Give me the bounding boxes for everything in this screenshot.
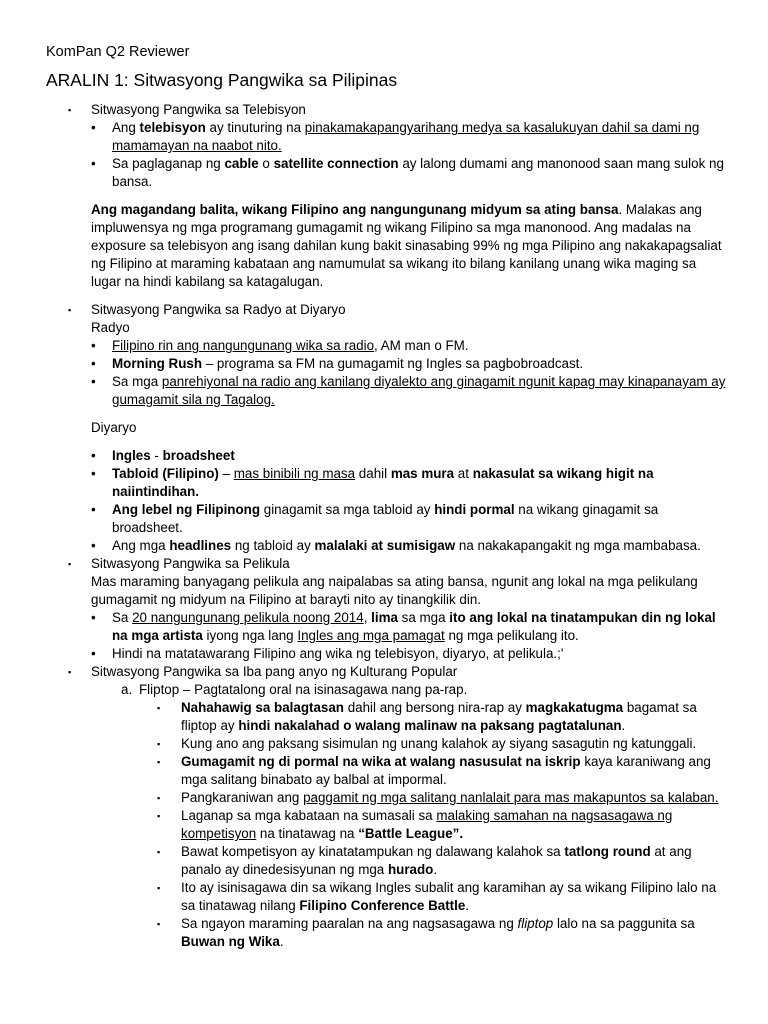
text: at [454,466,473,481]
list-item [46,645,728,663]
square-bullet-icon: ▪ [68,305,72,315]
bold-text: tatlong round [564,844,651,859]
square-bullet-icon: ▪ [157,919,161,929]
underlined-text: mas binibili ng masa [233,466,356,481]
paragraph [91,201,728,291]
section-heading: Sitwasyong Pangwika sa Telebisyon [91,102,306,117]
text: , AM man o FM. [374,338,469,353]
subheading-radyo: Radyo [91,320,130,335]
text: na tinatawag na [256,826,359,841]
text: lalo na sa paggunita sa [553,916,695,931]
list-item [46,609,728,645]
list-item [46,699,728,735]
square-bullet-icon: ▪ [157,703,161,713]
text: o [258,156,274,171]
bold-text: cable [224,156,259,171]
dot-bullet-icon: • [91,156,96,171]
text: dahil ang bersong nira-rap ay [343,700,526,715]
bold-text: broadsheet [162,448,235,463]
text: ng mga pelikulang ito. [444,628,579,643]
underlined-text: Filipino rin ang nangungunang wika sa radio [112,338,375,353]
text: – programa sa FM na gumagamit ng Ingles sa pagbobroadcast. [202,356,584,371]
list-item [46,373,728,409]
bold-text: Buwan ng Wika [181,934,280,949]
bold-text: lima [371,610,398,625]
section-telebisyon [46,101,728,291]
list-item [46,355,728,373]
dot-bullet-icon: • [91,466,96,481]
square-bullet-icon: ▪ [157,811,161,821]
dot-bullet-icon: • [91,448,96,463]
text: Sa paglaganap ng [112,156,225,171]
bold-text: nakasulat sa wikang higit na naiintindihan. [112,466,654,499]
bold-text: Filipino Conference Battle [299,898,466,913]
text: Bawat kompetisyon ay kinatatampukan ng dalawang kalahok sa [181,844,565,859]
bold-text: hindi pormal [434,502,515,517]
list-item [46,879,728,915]
bold-text: Ang magandang balita, wikang Filipino ang nangungunang midyum sa ating bansa [91,202,619,217]
list-item [46,337,728,355]
text: Kung ano ang paksang sisimulan ng unang kalahok ay siyang sasagutin ng katunggali. [181,736,697,751]
square-bullet-icon: ▪ [68,667,72,677]
list-item [46,537,728,555]
underlined-text: malaking samahan na nagsasagawa ng kompetisyon [181,808,673,841]
list-item [46,119,728,155]
bold-text: headlines [169,538,232,553]
bold-text: telebisyon [139,120,206,135]
text: Laganap sa mga kabataan na sumasali sa [181,808,437,823]
list-item [46,155,728,191]
section-pelikula [46,555,728,663]
list-item [46,447,728,465]
bold-text: malalaki at sumisigaw [314,538,456,553]
list-item [46,789,728,807]
text: Ang [112,120,140,135]
section-heading: Sitwasyong Pangwika sa Iba pang anyo ng Kulturang Popular [91,664,458,679]
dot-bullet-icon: • [91,374,96,389]
subheading-diyaryo: Diyaryo [91,420,137,435]
text: ay tinuturing na [205,120,305,135]
bold-text: Nahahawig sa balagtasan [181,700,344,715]
bold-text: magkakatugma [525,700,624,715]
text: Ito ay isinisagawa din sa wikang Ingles subalit ang karamihan ay sa wikang Filipino lalo na sa tinatawag nilang [181,880,717,913]
text: Fliptop – Pagtatalong oral na isinasagawa nang pa-rap. [139,682,468,697]
text: Sa [112,610,133,625]
underlined-text: panrehiyonal na radio ang kanilang diyalekto ang ginagamit ngunit kapag may kinapanayam ay gumagamit sila ng Tagalog. [112,374,726,407]
square-bullet-icon: ▪ [68,105,72,115]
text: - [150,448,163,463]
bold-text: Ingles [112,448,151,463]
text: Pangkaraniwan ang [181,790,304,805]
paragraph: Mas maraming banyagang pelikula ang naipalabas sa ating bansa, ngunit ang lokal na mga pelikulang gumagamit ng midyum na Filipino at barayti nito ay tinangkilik din. [91,574,698,607]
bold-text: hindi nakalahad o walang malinaw na paksang pagtatalunan [238,718,622,733]
bold-text: Gumagamit ng di pormal na wika at walang nasusulat na iskrip [181,754,581,769]
list-item [46,753,728,789]
text: dahil [355,466,391,481]
list-item [46,807,728,843]
section-heading: Sitwasyong Pangwika sa Pelikula [91,556,290,571]
text: bagamat sa fliptop ay [181,700,697,733]
square-bullet-icon: ▪ [157,757,161,767]
bold-text: satellite connection [273,156,399,171]
lesson-title: ARALIN 1: Sitwasyong Pangwika sa Pilipinas [46,70,398,90]
dot-bullet-icon: • [91,538,96,553]
underlined-text: pinakamakapangyarihang medya sa kasalukuyan dahil sa dami ng mamamayan na naabot nito. [112,120,700,153]
page-header: KomPan Q2 Reviewer [46,44,190,60]
square-bullet-icon: ▪ [157,883,161,893]
list-item [46,735,728,753]
section-kulturang-popular [46,663,728,951]
text: kaya karaniwang ang mga salitang binabato ay balbal at impormal. [181,754,711,787]
section-radyo-diyaryo [46,301,728,555]
bold-text: Tabloid (Filipino) [112,466,219,481]
dot-bullet-icon: • [91,356,96,371]
text: ng tabloid ay [231,538,315,553]
text: . Malakas ang impluwensya ng mga programang gumagamit ng wikang Filipino sa mga manonood. Ang madalas na exposure sa telebisyon ang isang dahilan kung bakit sinasabing 99% ng mga Pilipino ang nakakapagsaliat ng Filipino at maraming kabataan ang namumulat sa wikang ito bilang kanilang unang wika maging sa lugar na hindi kabilang sa katagalugan. [91,202,722,289]
underlined-text: 20 nangungunang pelikula noong 2014 [132,610,364,625]
text: ginagamit sa mga tabloid ay [260,502,435,517]
bold-text: mas mura [390,466,455,481]
square-bullet-icon: ▪ [68,559,72,569]
list-item [46,501,728,537]
list-item [46,915,728,951]
dot-bullet-icon: • [91,120,96,135]
list-item-fliptop [46,681,728,699]
dot-bullet-icon: • [91,610,96,625]
bold-text: Ang lebel ng Filipinong [112,502,261,517]
bold-text: ito ang lokal na tinatampukan din ng lokal na mga artista [112,610,716,643]
dot-bullet-icon: • [91,338,96,353]
square-bullet-icon: ▪ [157,793,161,803]
text: . [433,862,438,877]
text: ay lalong dumami ang manonood saan mang sulok ng bansa. [112,156,724,189]
alpha-marker: a. [121,682,133,697]
text: na wikang ginagamit sa broadsheet. [112,502,659,535]
text: Ang mga [112,538,170,553]
text: , [363,610,372,625]
dot-bullet-icon: • [91,502,96,517]
square-bullet-icon: ▪ [157,847,161,857]
text: . [465,898,470,913]
text: na nakakapangakit ng mga mambabasa. [455,538,701,553]
section-heading: Sitwasyong Pangwika sa Radyo at Diyaryo [91,302,346,317]
text: Sa ngayon maraming paaralan na ang nagsasagawa ng [181,916,518,931]
underlined-text: paggamit ng mga salitang nanlalait para mas makapuntos sa kalaban. [303,790,719,805]
italic-text: fliptop [517,916,554,931]
bold-text: hurado [387,862,434,877]
text: Sa mga [112,374,162,389]
bold-text: Morning Rush [112,356,203,371]
text: . [621,718,626,733]
bold-text: “Battle League”. [358,826,464,841]
text: Hindi na matatawarang Filipino ang wika ng telebisyon, diyaryo, at pelikula.;' [112,646,564,661]
text: at ang panalo ay dinedesisyunan ng mga [181,844,692,877]
dot-bullet-icon: • [91,646,96,661]
list-item [46,843,728,879]
list-item [46,465,728,501]
text: – [218,466,234,481]
text: . [279,934,284,949]
underlined-text: Ingles ang mga pamagat [297,628,445,643]
text: sa mga [397,610,450,625]
square-bullet-icon: ▪ [157,739,161,749]
text: iyong nga lang [202,628,298,643]
